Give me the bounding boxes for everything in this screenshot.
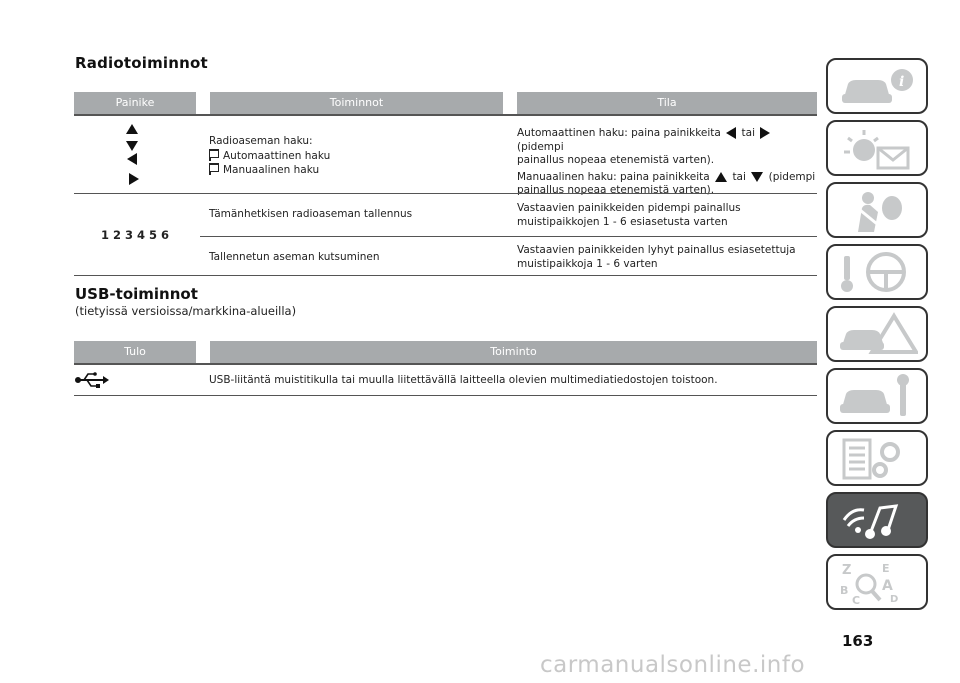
row1-state-line: Manuaalinen haku: paina painikkeita tai (pidempi [517,170,816,183]
arrow-down-icon [751,172,763,182]
tab-index[interactable] [826,554,928,610]
bullet-icon [209,149,219,158]
svg-text:A: A [882,578,893,594]
row1-state [517,127,817,198]
svg-text:C: C [852,594,861,606]
arrow-left-icon [726,127,736,139]
row1-function-item: Automaattinen haku [209,149,499,164]
row3-state: Vastaavien painikkeiden lyhyt painallus esiasetettuja muistipaikkoja 1 - 6 varten [517,244,796,270]
header-toiminto: Toiminto [490,345,537,358]
car-maintenance-icon [838,374,918,420]
watermark: carmanualsonline.info [540,652,806,678]
svg-text:D: D [890,594,899,605]
page-number: 163 [842,632,874,650]
svg-text:i: i [899,74,905,90]
row3-function: Tallennetun aseman kutsuminen [209,251,380,263]
usb-icon [74,372,110,388]
radio-table-header [74,92,817,116]
row1-function-title: Radioaseman haku: [209,135,313,147]
tab-warning-lights[interactable] [826,120,928,176]
arrow-up-icon [126,124,138,134]
row-divider [74,395,817,396]
technical-data-icon [838,436,918,482]
arrow-left-icon [127,153,137,165]
tab-technical-data[interactable] [826,430,928,486]
airbag-seatbelt-icon [838,188,918,234]
tab-multimedia[interactable] [826,492,928,548]
arrow-right-icon [129,173,139,185]
warning-lights-icon [838,126,918,172]
row1-state-line: Automaattinen haku: paina painikkeita tai (pidempi [517,127,817,154]
usb-row-function: USB-liitäntä muistitikulla tai muulla liitettävällä laitteella olevien multimediatiedostojen toistoon. [209,374,718,386]
row2-function: Tämänhetkisen radioaseman tallennus [209,208,413,220]
multimedia-icon [838,498,918,544]
header-toiminnot: Toiminnot [329,96,384,109]
row1-function-item: Manuaalinen haku [209,163,499,178]
header-tila: Tila [657,96,677,109]
usb-table-header [74,341,817,365]
row2-state: Vastaavien painikkeiden pidempi painallus muistipaikkojen 1 - 6 esiasetusta varten [517,202,741,228]
section-subtitle-usb: (tietyissä versioissa/markkina-alueilla) [75,304,297,318]
row-divider [74,275,817,276]
arrow-up-icon [715,172,727,182]
svg-text:B: B [840,584,849,597]
row-divider [74,193,817,194]
svg-text:Z: Z [842,563,852,578]
tab-car-info[interactable] [826,58,928,114]
header-painike: Painike [115,96,155,109]
index-icon [838,560,918,606]
svg-text:E: E [882,562,890,575]
tab-steering-key[interactable] [826,244,928,300]
bullet-icon [209,163,219,172]
tab-car-maintenance[interactable] [826,368,928,424]
tab-airbag-seatbelt[interactable] [826,182,928,238]
row-divider [200,236,817,237]
steering-key-icon [838,250,918,296]
row1-state-line: painallus nopeaa etenemistä varten). [517,184,715,196]
arrow-down-icon [126,141,138,151]
preset-buttons: 1 2 3 4 5 6 [100,228,170,242]
row1-function [209,135,499,178]
header-tulo: Tulo [124,345,146,358]
row1-state-line: painallus nopeaa etenemistä varten). [517,154,715,166]
tab-emergency[interactable] [826,306,928,362]
emergency-icon [838,312,918,358]
car-info-icon [838,64,918,110]
section-title-radio: Radiotoiminnot [75,54,208,72]
arrow-right-icon [760,127,770,139]
section-title-usb: USB-toiminnot [75,285,198,303]
